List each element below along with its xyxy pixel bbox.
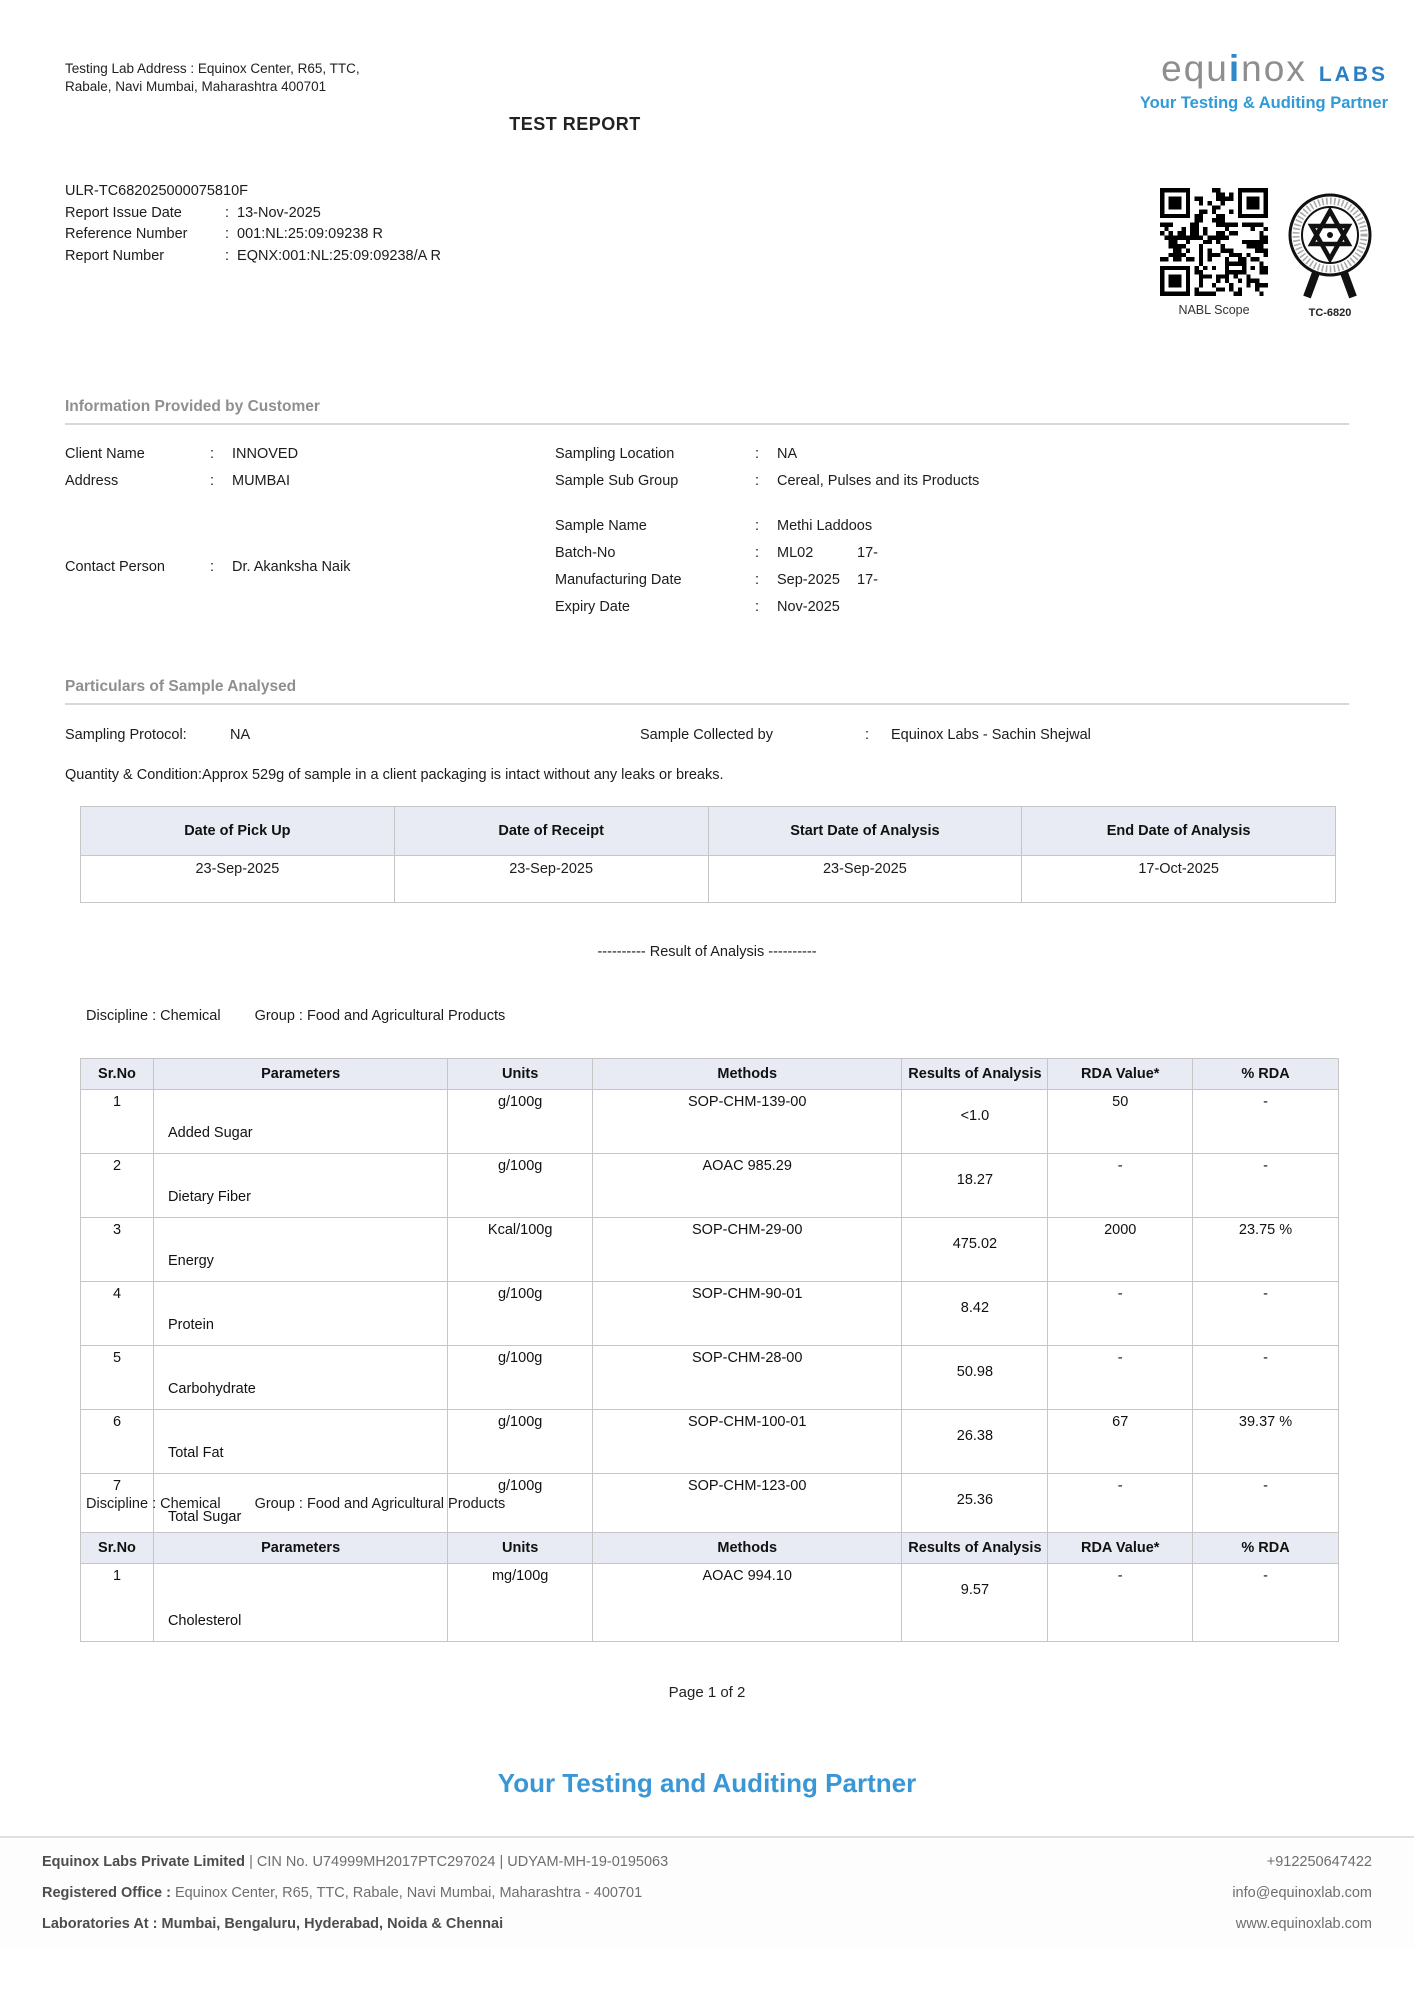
- field-label: Client Name: [65, 446, 145, 462]
- colon: :: [210, 558, 215, 575]
- customer-info-section: [65, 398, 1349, 621]
- rda-value-cell: -: [1048, 1474, 1193, 1538]
- nabl-scope-qr: [1158, 188, 1270, 317]
- field-label: Sampling Protocol:: [65, 727, 187, 743]
- customer-right-column: [555, 441, 1349, 495]
- seal-tc-number: TC-6820: [1308, 307, 1352, 319]
- logo-wordmark: [1140, 48, 1388, 90]
- rda-value-cell: -: [1048, 1282, 1193, 1346]
- table-row: [81, 1564, 1339, 1642]
- units-cell: g/100g: [448, 1282, 593, 1346]
- particulars-section: [65, 678, 1349, 783]
- qr-caption: NABL Scope: [1178, 303, 1250, 317]
- meta-value: EQNX:001:NL:25:09:09238/A R: [237, 247, 441, 264]
- percent-rda-cell: -: [1193, 1282, 1339, 1346]
- nabl-seal-icon: [1286, 190, 1374, 300]
- field-value: Sep-2025: [777, 572, 840, 588]
- footer-row-company: [0, 1854, 1414, 1870]
- contact-person-row: [65, 513, 555, 621]
- method-cell: AOAC 985.29: [592, 1154, 901, 1218]
- column-header: Date of Receipt: [394, 807, 708, 856]
- customer-info-grid: [65, 441, 1349, 495]
- parameter-cell: Added Sugar: [153, 1090, 447, 1154]
- table-row: [81, 1282, 1339, 1346]
- table-row: [81, 1410, 1339, 1474]
- percent-rda-cell: -: [1193, 1346, 1339, 1410]
- percent-rda-cell: -: [1193, 1154, 1339, 1218]
- quantity-condition-line: Quantity & Condition:Approx 529g of sample in a client packaging is intact without any leaks or breaks.: [65, 767, 724, 783]
- field-label: Manufacturing Date: [555, 572, 682, 588]
- column-header: Methods: [592, 1059, 901, 1090]
- column-header: RDA Value*: [1048, 1059, 1193, 1090]
- report-issue-date-row: [65, 203, 441, 225]
- sr-no-cell: 1: [81, 1090, 154, 1154]
- dates-value-row: [81, 856, 1336, 903]
- contact-person-inner: [65, 554, 350, 581]
- lab-address: Testing Lab Address : Equinox Center, R65, TTC, Rabale, Navi Mumbai, Maharashtra 400701: [65, 61, 360, 95]
- table-row: [81, 1090, 1339, 1154]
- column-header: Units: [448, 1533, 593, 1564]
- column-header: Parameters: [153, 1059, 447, 1090]
- result-cell: 50.98: [902, 1346, 1048, 1410]
- contact-column: [65, 513, 555, 621]
- sr-no-cell: 2: [81, 1154, 154, 1218]
- percent-rda-cell: -: [1193, 1474, 1339, 1538]
- colon: :: [210, 473, 215, 489]
- units-cell: g/100g: [448, 1090, 593, 1154]
- analysis-dates-table: [80, 806, 1336, 903]
- table-cell: 17-Oct-2025: [1022, 856, 1336, 903]
- colon: :: [755, 518, 760, 534]
- table-cell: 23-Sep-2025: [708, 856, 1022, 903]
- result-cell: 26.38: [902, 1410, 1048, 1474]
- qr-code-icon: [1160, 188, 1268, 296]
- report-number-row: [65, 246, 441, 268]
- colon: :: [755, 545, 760, 561]
- result-cell: 9.57: [902, 1564, 1048, 1642]
- result-cell: <1.0: [902, 1090, 1048, 1154]
- field-value-extra: 17-: [857, 572, 878, 588]
- colon: :: [755, 473, 760, 489]
- discipline-label: Discipline : Chemical: [86, 1008, 221, 1024]
- logo-word-post: nox: [1241, 48, 1307, 89]
- column-header: % RDA: [1193, 1059, 1339, 1090]
- discipline-line-1: [86, 1008, 505, 1024]
- field-label: Expiry Date: [555, 599, 630, 615]
- column-header: Results of Analysis: [902, 1533, 1048, 1564]
- bottom-tagline: Your Testing and Auditing Partner: [497, 1768, 917, 1798]
- table-row: [81, 1218, 1339, 1282]
- parameter-cell: Protein: [153, 1282, 447, 1346]
- results-header-row: [81, 1533, 1339, 1564]
- discipline-line-2: [86, 1496, 505, 1512]
- field-value: Nov-2025: [777, 599, 840, 615]
- method-cell: AOAC 994.10: [592, 1564, 901, 1642]
- units-cell: g/100g: [448, 1154, 593, 1218]
- chemical-results-table-1: [80, 1058, 1339, 1538]
- rda-value-cell: 2000: [1048, 1218, 1193, 1282]
- field-value: Methi Laddoos: [777, 518, 873, 534]
- results-header-row: [81, 1059, 1339, 1090]
- company-name: Equinox Labs Private Limited: [42, 1854, 246, 1870]
- contact-sample-grid: [65, 513, 1349, 621]
- colon: :: [865, 727, 870, 743]
- table-row: [81, 1346, 1339, 1410]
- column-header: Date of Pick Up: [81, 807, 395, 856]
- sr-no-cell: 6: [81, 1410, 154, 1474]
- manufacturing-date-row: [555, 567, 1349, 594]
- laboratories-list: Laboratories At : Mumbai, Bengaluru, Hyderabad, Noida & Chennai: [42, 1916, 504, 1932]
- field-value: NA: [230, 727, 251, 743]
- footer-row-labs: [0, 1916, 1414, 1932]
- percent-rda-cell: -: [1193, 1564, 1339, 1642]
- reference-number-row: [65, 224, 441, 246]
- column-header: Sr.No: [81, 1533, 154, 1564]
- parameter-cell: Carbohydrate: [153, 1346, 447, 1410]
- meta-value: 13-Nov-2025: [237, 204, 321, 221]
- percent-rda-cell: 39.37 %: [1193, 1410, 1339, 1474]
- company-info: [42, 1854, 668, 1870]
- sampling-location-row: [555, 441, 1349, 468]
- meta-label: Report Number: [65, 247, 165, 264]
- column-header: Start Date of Analysis: [708, 807, 1022, 856]
- batch-no-row: [555, 540, 1349, 567]
- field-value: INNOVED: [232, 446, 299, 462]
- group-label: Group : Food and Agricultural Products: [254, 1496, 506, 1512]
- nabl-accreditation-seal: [1284, 190, 1376, 319]
- field-label: Contact Person: [65, 558, 165, 575]
- sr-no-cell: 5: [81, 1346, 154, 1410]
- field-label: Sample Name: [555, 518, 647, 534]
- report-meta: [65, 181, 441, 267]
- units-cell: g/100g: [448, 1474, 593, 1538]
- column-header: Methods: [592, 1533, 901, 1564]
- phone-number: +912250647422: [1266, 1854, 1372, 1870]
- footer-row-office: [0, 1885, 1414, 1901]
- meta-value: 001:NL:25:09:09238 R: [237, 226, 383, 242]
- registered-office: [42, 1885, 642, 1901]
- result-cell: 25.36: [902, 1474, 1048, 1538]
- sample-name-row: [555, 513, 1349, 540]
- field-value: MUMBAI: [232, 473, 290, 489]
- column-header: Units: [448, 1059, 593, 1090]
- result-cell: 475.02: [902, 1218, 1048, 1282]
- office-label: Registered Office :: [42, 1885, 171, 1901]
- colon: :: [225, 247, 230, 264]
- office-address: Equinox Center, R65, TTC, Rabale, Navi Mumbai, Maharashtra - 400701: [170, 1885, 643, 1901]
- field-label: Address: [65, 473, 119, 489]
- sr-no-cell: 4: [81, 1282, 154, 1346]
- field-label: Sample Sub Group: [555, 473, 679, 489]
- logo-word-pre: equ: [1161, 48, 1229, 89]
- colon: :: [225, 226, 230, 242]
- rda-value-cell: -: [1048, 1346, 1193, 1410]
- sr-no-cell: 3: [81, 1218, 154, 1282]
- table-cell: 23-Sep-2025: [81, 856, 395, 903]
- client-name-row: [65, 441, 555, 468]
- sample-collected-by-row: [640, 727, 1091, 743]
- sampling-protocol-row: [65, 727, 640, 743]
- expiry-date-row: [555, 594, 1349, 621]
- group-label: Group : Food and Agricultural Products: [254, 1008, 506, 1024]
- discipline-label: Discipline : Chemical: [86, 1496, 221, 1512]
- field-value: Cereal, Pulses and its Products: [777, 473, 980, 489]
- table-row: [81, 1154, 1339, 1218]
- sample-details-column: [555, 513, 1349, 621]
- field-label: Batch-No: [555, 545, 616, 561]
- particulars-heading: Particulars of Sample Analysed: [65, 678, 1349, 705]
- sr-no-cell: 1: [81, 1564, 154, 1642]
- customer-info-heading: Information Provided by Customer: [65, 398, 1349, 425]
- email-address: info@equinoxlab.com: [1232, 1885, 1372, 1901]
- table-cell: 23-Sep-2025: [394, 856, 708, 903]
- units-cell: g/100g: [448, 1346, 593, 1410]
- company-registration: | CIN No. U74999MH2017PTC297024 | UDYAM-MH-19-0195063: [245, 1854, 669, 1870]
- column-header: Parameters: [153, 1533, 447, 1564]
- sample-sub-group-row: [555, 468, 1349, 495]
- parameter-cell: Dietary Fiber: [153, 1154, 447, 1218]
- meta-label: Reference Number: [65, 226, 188, 242]
- logo-blue-i: i: [1228, 48, 1242, 89]
- rda-value-cell: -: [1048, 1154, 1193, 1218]
- field-label: Sample Collected by: [640, 727, 773, 743]
- logo-tagline: Your Testing & Auditing Partner: [1139, 94, 1388, 112]
- page-footer: [0, 1836, 1414, 1947]
- logo-word: [1161, 48, 1307, 89]
- customer-left-column: [65, 441, 555, 495]
- column-header: % RDA: [1193, 1533, 1339, 1564]
- units-cell: mg/100g: [448, 1564, 593, 1642]
- method-cell: SOP-CHM-90-01: [592, 1282, 901, 1346]
- colon: :: [755, 572, 760, 588]
- column-header: End Date of Analysis: [1022, 807, 1336, 856]
- rda-value-cell: -: [1048, 1564, 1193, 1642]
- column-header: RDA Value*: [1048, 1533, 1193, 1564]
- meta-label: Report Issue Date: [65, 204, 182, 221]
- field-value-extra: 17-: [857, 545, 878, 561]
- units-cell: Kcal/100g: [448, 1218, 593, 1282]
- address-row: [65, 468, 555, 495]
- page-number: Page 1 of 2: [668, 1684, 746, 1701]
- parameter-cell: Cholesterol: [153, 1564, 447, 1642]
- percent-rda-cell: -: [1193, 1090, 1339, 1154]
- column-header: Results of Analysis: [902, 1059, 1048, 1090]
- ulr-number: ULR-TC682025000075810F: [65, 183, 248, 199]
- units-cell: g/100g: [448, 1410, 593, 1474]
- rda-value-cell: 67: [1048, 1410, 1193, 1474]
- method-cell: SOP-CHM-100-01: [592, 1410, 901, 1474]
- colon: :: [210, 446, 215, 462]
- page-title: TEST REPORT: [509, 114, 641, 134]
- parameter-cell: Total Fat: [153, 1410, 447, 1474]
- colon: :: [755, 446, 760, 462]
- column-header: Sr.No: [81, 1059, 154, 1090]
- chemical-results-table-2: [80, 1532, 1339, 1642]
- method-cell: SOP-CHM-29-00: [592, 1218, 901, 1282]
- logo-labs-text: LABS: [1318, 63, 1388, 86]
- result-cell: 18.27: [902, 1154, 1048, 1218]
- rda-value-cell: 50: [1048, 1090, 1193, 1154]
- colon: :: [225, 204, 230, 221]
- field-value: ML02: [777, 545, 814, 561]
- particulars-row: [65, 727, 1349, 743]
- equinox-logo: [1140, 48, 1388, 113]
- parameter-cell: Energy: [153, 1218, 447, 1282]
- result-of-analysis-divider: ---------- Result of Analysis ----------: [597, 944, 817, 960]
- field-value: Dr. Akanksha Naik: [232, 558, 351, 575]
- method-cell: SOP-CHM-139-00: [592, 1090, 901, 1154]
- website-url: www.equinoxlab.com: [1235, 1916, 1372, 1932]
- sr-no-cell: 7: [81, 1474, 154, 1538]
- result-cell: 8.42: [902, 1282, 1048, 1346]
- parameter-cell: Total Sugar: [153, 1474, 447, 1538]
- field-value: Equinox Labs - Sachin Shejwal: [891, 727, 1091, 743]
- dates-header-row: [81, 807, 1336, 856]
- field-value: NA: [777, 446, 798, 462]
- percent-rda-cell: 23.75 %: [1193, 1218, 1339, 1282]
- field-label: Sampling Location: [555, 446, 675, 462]
- colon: :: [755, 599, 760, 615]
- method-cell: SOP-CHM-123-00: [592, 1474, 901, 1538]
- method-cell: SOP-CHM-28-00: [592, 1346, 901, 1410]
